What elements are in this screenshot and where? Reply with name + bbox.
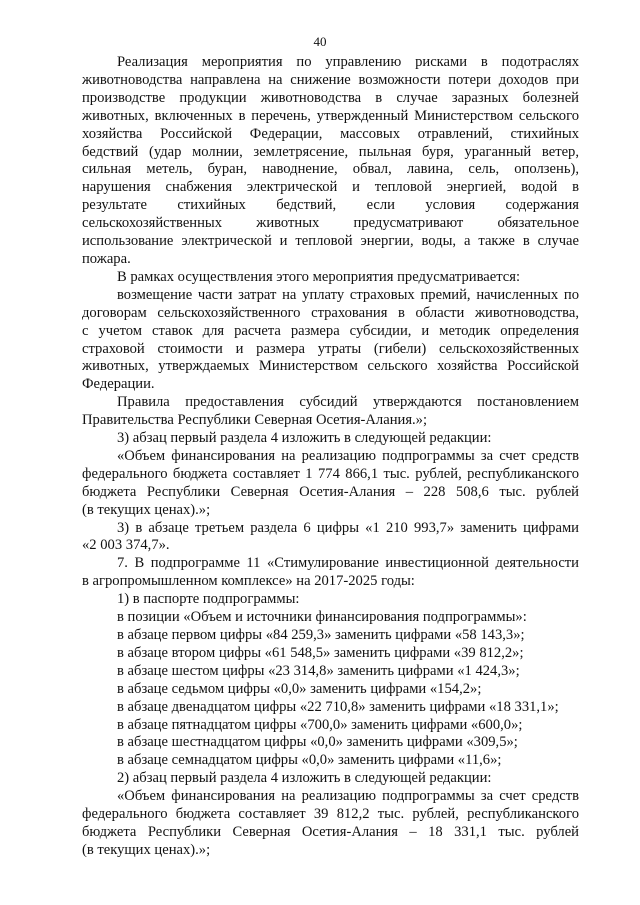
text-line: 3) абзац первый раздела 4 изложить в следующей редакции: — [117, 430, 492, 447]
text-line: «Объем финансирования на реализацию подпрограммы за счет средств — [117, 788, 579, 805]
amendment-line-1 — [82, 627, 579, 645]
risk-management-paragraph — [82, 54, 579, 269]
amendment-line-7 — [82, 734, 579, 752]
text-line: в абзаце первом цифры «84 259,3» заменить цифрами «58 143,3»; — [117, 627, 525, 643]
subprogram-11-paragraph — [82, 555, 579, 591]
text-line: пожара. — [82, 250, 131, 267]
amendment-line-8 — [82, 752, 579, 770]
text-line: федерального бюджета составляет 1 774 866,1 тыс. рублей, республиканского — [82, 465, 579, 482]
text-line: животных, включенных в перечень, утвержденный Министерством сельского — [82, 107, 579, 124]
measure-intro-paragraph — [82, 269, 579, 287]
text-line: федерального бюджета составляет 39 812,2 тыс. рублей, республиканского — [82, 806, 579, 823]
text-line: в агропромышленном комплексе» на 2017-2025 годы: — [82, 573, 415, 590]
text-line: в абзаце шестом цифры «23 314,8» заменить цифрами «1 424,3»; — [117, 662, 520, 679]
text-line: бюджета Республики Северная Осетия-Алания – 228 508,6 тыс. рублей — [82, 483, 579, 500]
text-line: результате стихийных бедствий, если условия содержания — [82, 197, 579, 214]
funding-position-paragraph — [82, 609, 579, 627]
text-line: сильная метель, буран, наводнение, обвал, лавина, сель, оползень), — [82, 161, 579, 178]
text-line: животноводства направлена на снижение возможности потери доходов при — [82, 71, 579, 88]
document-body — [82, 54, 579, 860]
text-line: В рамках осуществления этого мероприятия предусматривается: — [117, 268, 521, 285]
amendment-line-4 — [82, 681, 579, 699]
text-line: возмещение части затрат на уплату страховых премий, начисленных по — [117, 286, 579, 303]
text-line: (в текущих ценах).»; — [82, 841, 211, 858]
item-2-section4-paragraph — [82, 770, 579, 788]
text-line: договорам сельскохозяйственного страхования в области животноводства, — [82, 304, 579, 321]
text-line: 3) в абзаце третьем раздела 6 цифры «1 210 993,7» заменить цифрами — [117, 519, 579, 536]
text-line: нарушения снабжения электрической и тепловой энергией, водой в — [82, 179, 579, 196]
text-line: животных, утверждаемых Министерством сельского хозяйства Российской — [82, 358, 579, 375]
text-line: «Объем финансирования на реализацию подпрограммы за счет средств — [117, 447, 579, 464]
text-line: сельскохозяйственных животных предусматривают обязательное — [82, 215, 579, 232]
item-3-section6-paragraph — [82, 520, 579, 556]
text-line: в абзаце втором цифры «61 548,5» заменить цифрами «39 812,2»; — [117, 644, 524, 661]
text-line: бедствий (удар молнии, землетрясение, пыльная буря, ураганный ветер, — [82, 143, 579, 160]
page-number: 40 — [313, 34, 327, 49]
text-line: в позиции «Объем и источники финансирования подпрограммы»: — [117, 609, 527, 626]
amendment-line-6 — [82, 717, 579, 735]
premium-compensation-paragraph — [82, 287, 579, 394]
funding-quote-paragraph-1 — [82, 448, 579, 520]
text-line: в абзаце седьмом цифры «0,0» заменить цифрами «154,2»; — [117, 680, 482, 697]
text-line: страховой стоимости и размера утраты (гибели) сельскохозяйственных — [82, 340, 579, 357]
amendment-line-3 — [82, 663, 579, 681]
passport-item-paragraph — [82, 591, 579, 609]
text-line: «2 003 374,7». — [82, 537, 170, 554]
text-line: в абзаце пятнадцатом цифры «700,0» заменить цифрами «600,0»; — [117, 716, 523, 733]
text-line: Реализация мероприятия по управлению рисками в подотраслях — [117, 54, 579, 70]
text-line: Правительства Республики Северная Осетия-Алания.»; — [82, 412, 428, 429]
text-line: производстве продукции животноводства в случае заразных болезней — [82, 89, 579, 106]
text-line: использование электрической и тепловой энергии, воды, а также в случае — [82, 233, 579, 250]
text-line: Федерации. — [82, 376, 155, 393]
text-line: 1) в паспорте подпрограммы: — [117, 591, 300, 608]
text-line: бюджета Республики Северная Осетия-Алания – 18 331,1 тыс. рублей — [82, 823, 579, 840]
text-line: в абзаце семнадцатом цифры «0,0» заменить цифрами «11,6»; — [117, 752, 502, 769]
text-line: Правила предоставления субсидий утверждаются постановлением — [117, 394, 579, 411]
funding-quote-paragraph-2 — [82, 788, 579, 860]
text-line: (в текущих ценах).»; — [82, 501, 211, 518]
text-line: с учетом ставок для расчета размера субсидии, и методик определения — [82, 322, 579, 339]
text-line: 7. В подпрограмме 11 «Стимулирование инвестиционной деятельности — [117, 555, 579, 572]
amendment-line-2 — [82, 645, 579, 663]
item-3-section4-paragraph — [82, 430, 579, 448]
text-line: в абзаце двенадцатом цифры «22 710,8» заменить цифрами «18 331,1»; — [117, 698, 559, 715]
subsidy-rules-paragraph — [82, 394, 579, 430]
text-line: 2) абзац первый раздела 4 изложить в следующей редакции: — [117, 770, 492, 787]
text-line: в абзаце шестнадцатом цифры «0,0» заменить цифрами «309,5»; — [117, 734, 518, 751]
amendment-line-5 — [82, 699, 579, 717]
text-line: хозяйства Российской Федерации, массовых отравлений, стихийных — [82, 125, 579, 142]
